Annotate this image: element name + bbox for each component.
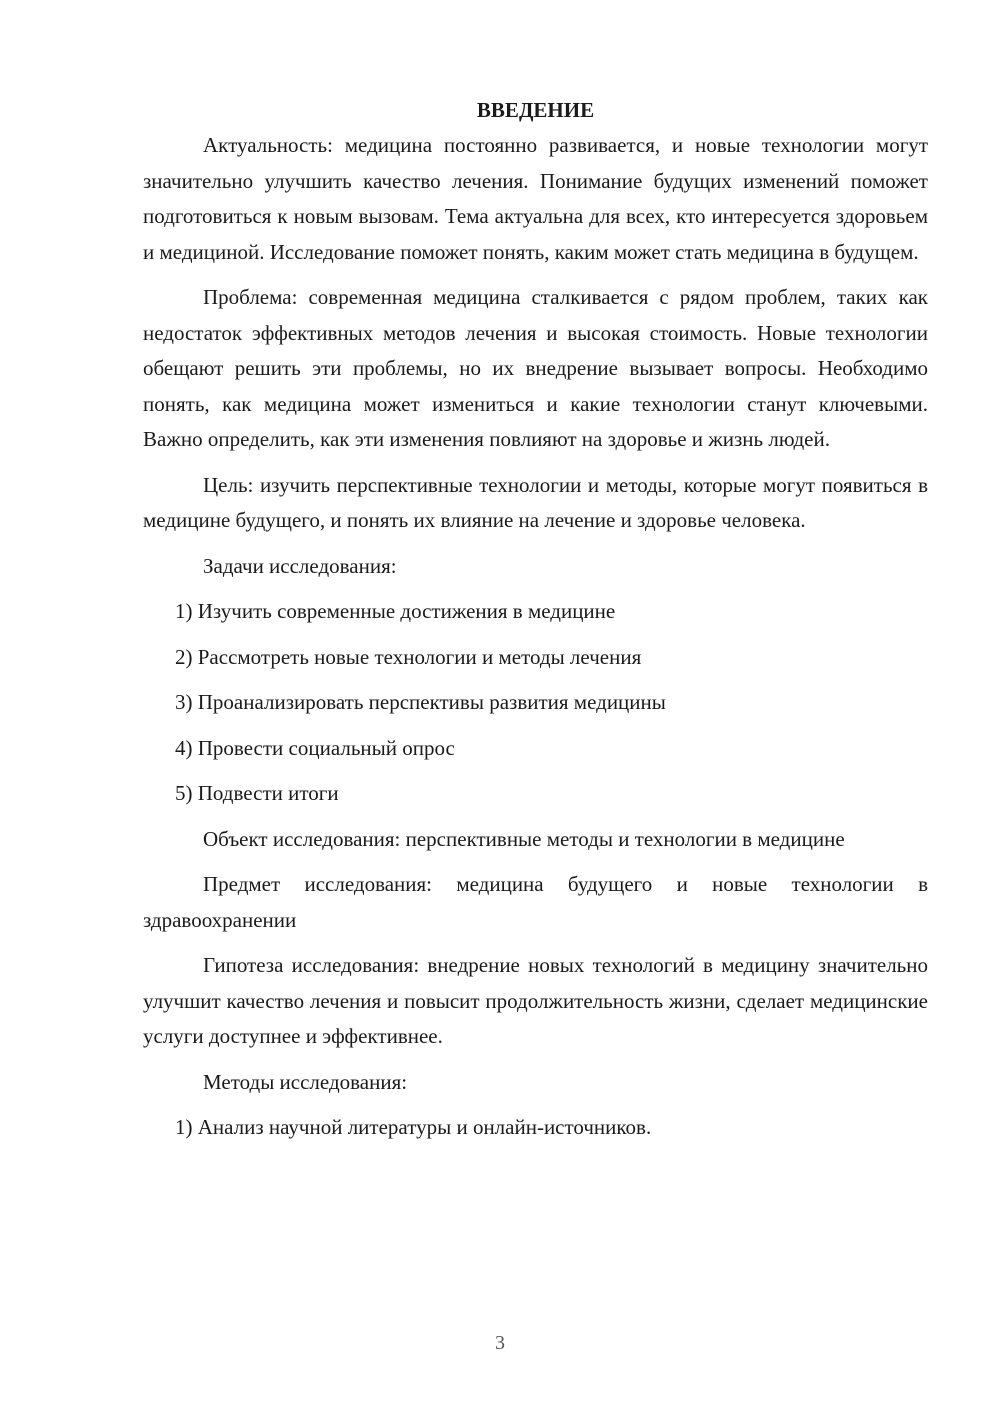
document-page	[143, 92, 928, 1156]
relevance-paragraph: Актуальность: медицина постоянно развивается, и новые технологии могут значительно улучшить качество лечения. Понимание будущих изменений поможет подготовиться к новым вызовам. Тема актуальна для всех, кто интересуется здоровьем и медициной. Исследование поможет понять, каким может стать медицина в будущем.	[143, 133, 928, 264]
section-title: ВВЕДЕНИЕ	[476, 98, 595, 122]
hypothesis-paragraph: Гипотеза исследования: внедрение новых технологий в медицину значительно улучшит качество лечения и повысит продолжительность жизни, сделает медицинские услуги доступнее и эффективнее.	[143, 953, 928, 1048]
goal-paragraph: Цель: изучить перспективные технологии и методы, которые могут появиться в медицине будущего, и понять их влияние на лечение и здоровье человека.	[143, 472, 928, 532]
tasks-list	[143, 594, 928, 812]
task-item: 3) Проанализировать перспективы развития медицины	[175, 690, 666, 714]
task-item: 1) Изучить современные достижения в медицине	[175, 599, 616, 623]
tasks-heading: Задачи исследования:	[203, 553, 397, 578]
task-item: 4) Провести социальный опрос	[175, 735, 455, 760]
methods-heading: Методы исследования:	[203, 1069, 408, 1094]
problem-paragraph: Проблема: современная медицина сталкивается с рядом проблем, таких как недостаток эффективных методов лечения и высокая стоимость. Новые технологии обещают решить эти проблемы, но их внедрение вызывает вопросы. Необходимо понять, как медицина может измениться и какие технологии станут ключевыми. Важно определить, как эти изменения повлияют на здоровье и жизнь людей.	[143, 285, 928, 451]
page-number: 3	[495, 1332, 505, 1354]
task-item: 5) Подвести итоги	[175, 781, 339, 805]
object-paragraph: Объект исследования: перспективные методы и технологии в медицине	[203, 826, 845, 851]
methods-list	[143, 1110, 928, 1146]
method-item: 1) Анализ научной литературы и онлайн-источников.	[175, 1115, 652, 1139]
task-item: 2) Рассмотреть новые технологии и методы лечения	[175, 644, 642, 669]
subject-paragraph: Предмет исследования: медицина будущего и новые технологии в здравоохранении	[143, 872, 928, 932]
